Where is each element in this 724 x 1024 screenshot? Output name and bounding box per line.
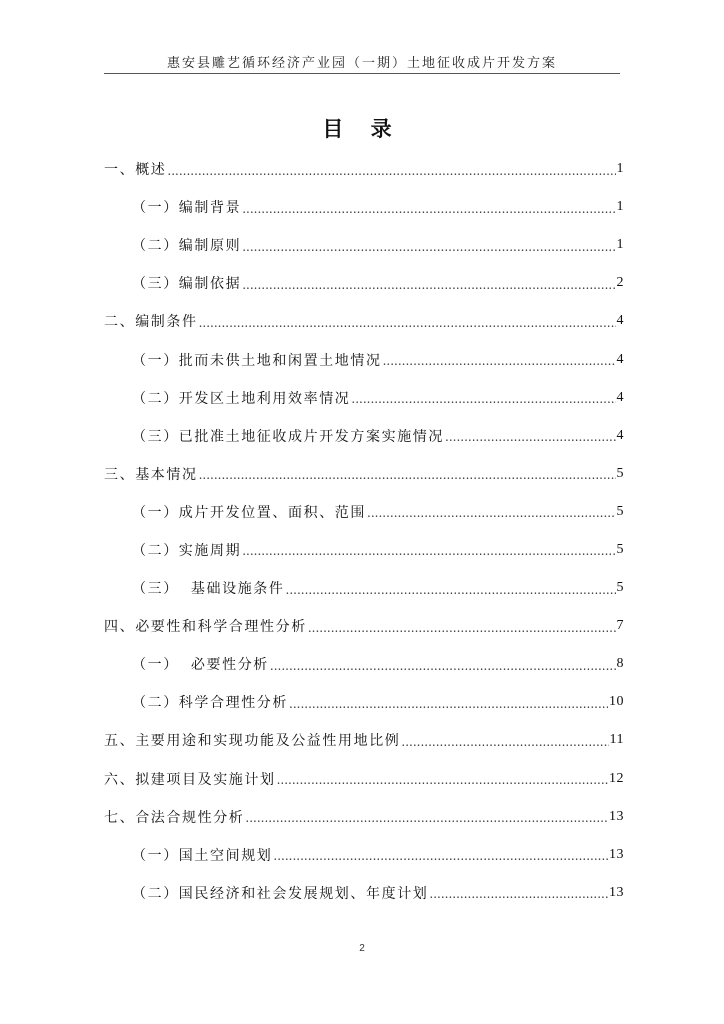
toc-entry-label: （一）国土空间规划 bbox=[132, 847, 273, 864]
dot-leader bbox=[286, 583, 616, 597]
toc-entry-label: 三、基本情况 bbox=[104, 466, 198, 483]
toc-entry-page: 5 bbox=[616, 465, 624, 481]
dot-leader bbox=[289, 697, 608, 711]
toc-entry-label: （三） 基础设施条件 bbox=[132, 581, 285, 598]
toc-entry-3-1[interactable] bbox=[104, 493, 624, 531]
toc-entry-label: （三）已批准土地征收成片开发方案实施情况 bbox=[132, 428, 444, 445]
toc-title: 目 录 bbox=[322, 116, 402, 141]
toc-entry-3[interactable] bbox=[104, 455, 624, 493]
toc-entry-page: 5 bbox=[616, 580, 624, 596]
dot-leader bbox=[445, 430, 616, 444]
toc-entry-1-3[interactable] bbox=[104, 264, 624, 302]
dot-leader bbox=[242, 240, 615, 254]
toc-entry-1-1[interactable] bbox=[104, 188, 624, 226]
toc-entry-page: 4 bbox=[616, 313, 624, 329]
toc-entry-2-2[interactable] bbox=[104, 379, 624, 417]
toc-entry-5[interactable] bbox=[104, 721, 624, 759]
toc-entry-page: 13 bbox=[609, 808, 624, 824]
toc-entry-page: 4 bbox=[616, 427, 624, 443]
toc-entry-1-2[interactable] bbox=[104, 226, 624, 264]
toc-entry-page: 7 bbox=[616, 618, 624, 634]
dot-leader bbox=[242, 544, 615, 558]
toc-entry-label: 六、拟建项目及实施计划 bbox=[104, 771, 276, 788]
toc-entry-7[interactable] bbox=[104, 798, 624, 836]
toc-entry-label: （一）编制背景 bbox=[132, 200, 242, 217]
toc-entry-label: （二）科学合理性分析 bbox=[132, 695, 288, 712]
dot-leader bbox=[383, 354, 616, 368]
dot-leader bbox=[199, 468, 616, 482]
toc-entry-page: 2 bbox=[616, 275, 624, 291]
toc-entry-page: 10 bbox=[609, 694, 624, 710]
toc-entry-label: （二）编制原则 bbox=[132, 238, 242, 255]
toc-entry-page: 12 bbox=[609, 770, 624, 786]
dot-leader bbox=[277, 773, 608, 787]
toc-entry-page: 1 bbox=[616, 199, 624, 215]
toc-entry-page: 1 bbox=[616, 237, 624, 253]
toc-entry-label: （二）实施周期 bbox=[132, 542, 242, 559]
dot-leader bbox=[401, 735, 608, 749]
toc-entry-4[interactable] bbox=[104, 607, 624, 645]
toc-entry-label: （二）开发区土地利用效率情况 bbox=[132, 390, 351, 407]
toc-entry-7-1[interactable] bbox=[104, 836, 624, 874]
toc-entry-2[interactable] bbox=[104, 302, 624, 340]
toc-entry-label: （一）成片开发位置、面积、范围 bbox=[132, 504, 366, 521]
toc-entry-6[interactable] bbox=[104, 760, 624, 798]
dot-leader bbox=[429, 887, 608, 901]
toc-entry-page: 13 bbox=[609, 884, 624, 900]
toc-entry-label: （一）批而未供土地和闲置土地情况 bbox=[132, 352, 382, 369]
toc-entry-label: 二、编制条件 bbox=[104, 314, 198, 331]
dot-leader bbox=[308, 621, 616, 635]
toc-entry-page: 4 bbox=[616, 389, 624, 405]
toc-entry-page: 1 bbox=[616, 161, 624, 177]
dot-leader bbox=[199, 316, 616, 330]
toc-entry-page: 11 bbox=[609, 732, 624, 748]
dot-leader bbox=[167, 164, 615, 178]
dot-leader bbox=[273, 849, 608, 863]
toc-entry-page: 8 bbox=[616, 656, 624, 672]
toc-entry-page: 4 bbox=[616, 351, 624, 367]
toc-entry-2-3[interactable] bbox=[104, 417, 624, 455]
toc-entry-page: 5 bbox=[616, 541, 624, 557]
dot-leader bbox=[351, 392, 615, 406]
toc-entry-3-3[interactable] bbox=[104, 569, 624, 607]
toc-entry-label: 四、必要性和科学合理性分析 bbox=[104, 619, 307, 636]
toc-entry-label: 一、概述 bbox=[104, 162, 167, 179]
toc-entry-4-2[interactable] bbox=[104, 683, 624, 721]
dot-leader bbox=[242, 202, 615, 216]
toc-entry-page: 5 bbox=[616, 503, 624, 519]
page-number: 2 bbox=[359, 943, 365, 954]
toc-entry-3-2[interactable] bbox=[104, 531, 624, 569]
toc-entry-label: （一） 必要性分析 bbox=[132, 657, 269, 674]
toc-entry-label: （三）编制依据 bbox=[132, 276, 242, 293]
dot-leader bbox=[242, 278, 615, 292]
dot-leader bbox=[270, 659, 616, 673]
toc-entry-label: 七、合法合规性分析 bbox=[104, 809, 245, 826]
toc-entry-1[interactable] bbox=[104, 150, 624, 188]
table-of-contents bbox=[104, 150, 624, 912]
running-header: 惠安县雕艺循环经济产业园（一期）土地征收成片开发方案 bbox=[166, 56, 557, 71]
toc-entry-page: 13 bbox=[609, 846, 624, 862]
toc-entry-4-1[interactable] bbox=[104, 645, 624, 683]
toc-entry-label: （二）国民经济和社会发展规划、年度计划 bbox=[132, 885, 429, 902]
toc-entry-2-1[interactable] bbox=[104, 340, 624, 378]
dot-leader bbox=[245, 811, 608, 825]
toc-entry-7-2[interactable] bbox=[104, 874, 624, 912]
toc-entry-label: 五、主要用途和实现功能及公益性用地比例 bbox=[104, 733, 401, 750]
dot-leader bbox=[367, 506, 616, 520]
header-rule bbox=[104, 73, 620, 74]
